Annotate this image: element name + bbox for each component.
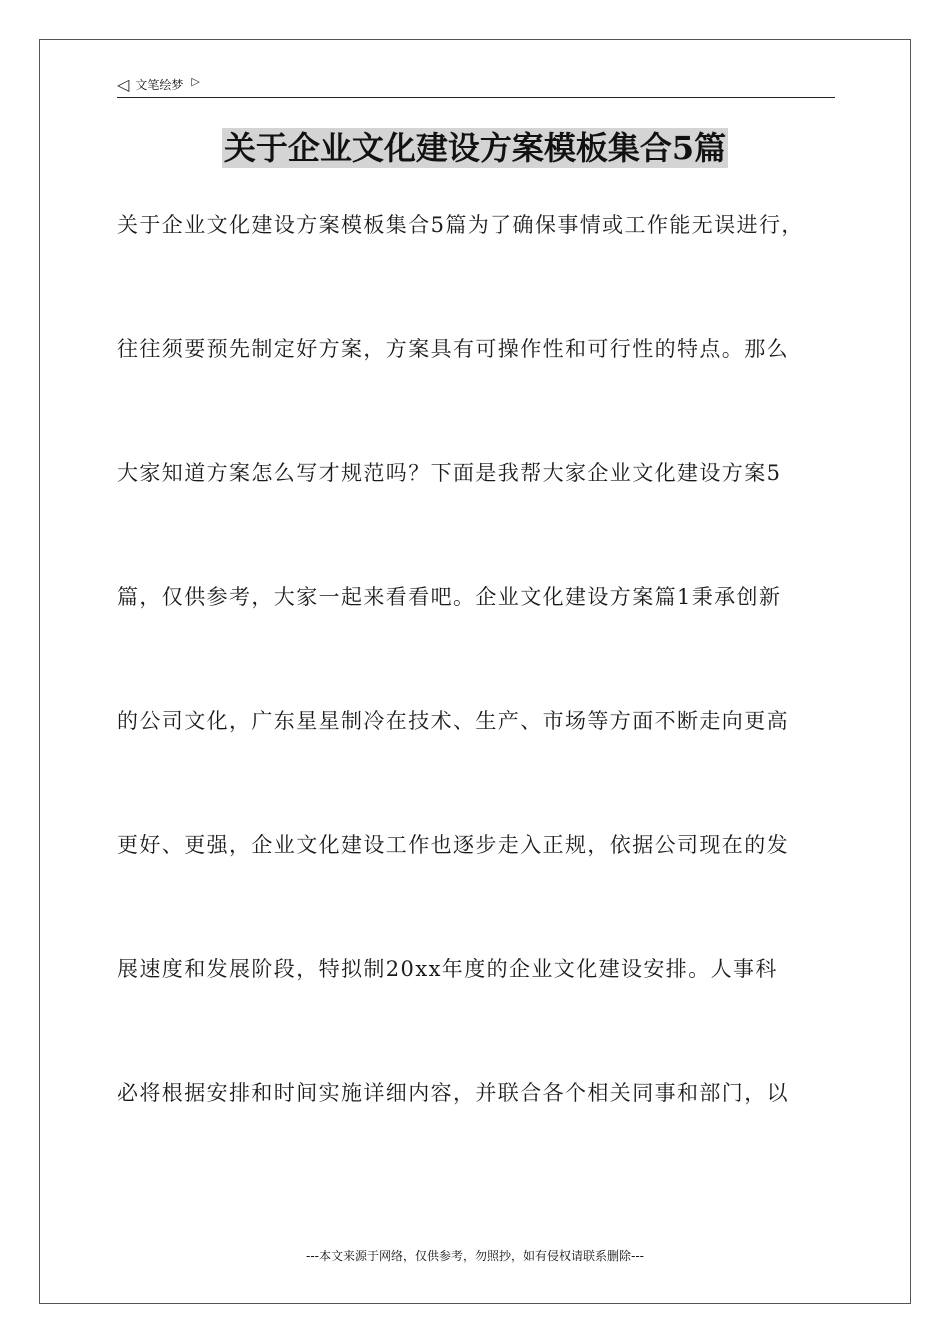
body-line: 关于企业文化建设方案模板集合5篇为了确保事情或工作能无误进行， — [117, 213, 804, 237]
body-line: 必将根据安排和时间实施详细内容，并联合各个相关同事和部门，以 — [117, 1081, 789, 1105]
body-line: 展速度和发展阶段，特拟制20xx年度的企业文化建设安排。人事科 — [117, 957, 778, 981]
document-body — [117, 206, 847, 1198]
header-label: 文笔绘梦 — [135, 78, 184, 92]
title-container — [0, 128, 950, 168]
body-line: 大家知道方案怎么写才规范吗？下面是我帮大家企业文化建设方案5 — [117, 461, 782, 485]
triangle-right-icon: ▷ — [191, 75, 200, 88]
body-line: 更好、更强，企业文化建设工作也逐步走入正规，依据公司现在的发 — [117, 833, 789, 857]
body-line: 往往须要预先制定好方案，方案具有可操作性和可行性的特点。那么 — [117, 337, 789, 361]
triangle-left-icon: ◁ — [117, 74, 130, 94]
page-header — [117, 72, 835, 98]
document-title: 关于企业文化建设方案模板集合5篇 — [223, 129, 727, 167]
body-line: 的公司文化，广东星星制冷在技术、生产、市场等方面不断走向更高 — [117, 709, 789, 733]
body-line: 篇，仅供参考，大家一起来看看吧。企业文化建设方案篇1秉承创新 — [117, 585, 782, 609]
page-footer: ---本文来源于网络，仅供参考，勿照抄，如有侵权请联系删除--- — [306, 1249, 644, 1263]
